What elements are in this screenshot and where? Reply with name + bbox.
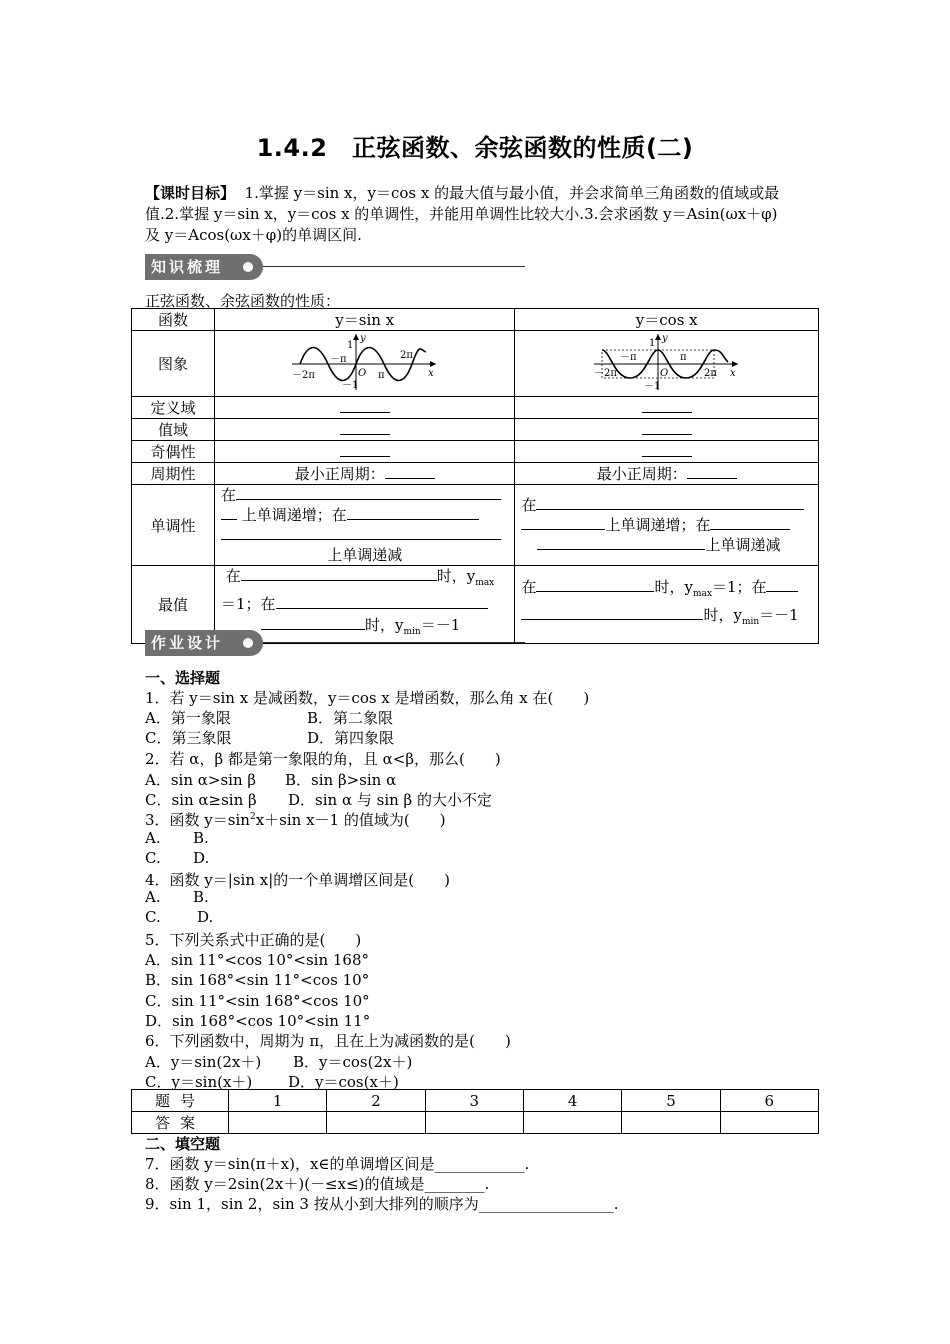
answer-table (131, 1089, 819, 1134)
cos-label-one: 1 (648, 337, 656, 349)
question-2: 2．若 α，β 都是第一象限的角，且 α<β，那么( ) (145, 750, 501, 768)
properties-table (131, 308, 819, 644)
q5-option-b[interactable]: B．sin 168°<sin 11°<cos 10° (145, 971, 370, 989)
goals-line-3: 及 y＝Acos(ωx＋φ)的单调区间. (145, 226, 362, 244)
cos-domain-blank[interactable] (642, 398, 692, 413)
page-title: 1.4.2 正弦函数、余弦函数的性质(二) (256, 134, 694, 162)
cos-monotonic-cell: 在 上单调递增；在 上单调递减 (515, 485, 819, 566)
cos-label-x: x (729, 367, 736, 379)
question-3: 3．函数 $y=\sin^2x+\sin$ x－1 的值域为( ) (145, 811, 446, 829)
answer-cell-3[interactable] (425, 1112, 523, 1134)
sin-dec-blank[interactable] (347, 505, 479, 520)
knowledge-banner (145, 254, 525, 280)
bullet-dot-icon (243, 638, 253, 648)
question-4: 4．函数 y＝|sin x|的一个单调增区间是( ) (145, 871, 450, 889)
question-6: 6．下列函数中，周期为 π，且在上为减函数的是( ) (145, 1032, 511, 1050)
answer-number-2: 2 (327, 1090, 425, 1112)
sin-label-x: x (427, 367, 434, 379)
row-extreme: 最值 (132, 566, 215, 644)
section-fill: 二、填空题 (145, 1135, 221, 1153)
answer-number-5: 5 (622, 1090, 720, 1112)
cos-graph-cell (515, 331, 819, 397)
sin-parity-blank[interactable] (340, 442, 390, 457)
q1-option-a[interactable]: A．第一象限 (145, 709, 231, 727)
homework-banner-label: 作业设计 (145, 630, 263, 656)
homework-banner (145, 630, 525, 656)
question-1: 1．若 y＝sin x 是减函数，y＝cos x 是增函数，那么角 x 在( ) (145, 689, 590, 707)
knowledge-banner-label: 知识梳理 (145, 254, 263, 280)
cos-period-blank[interactable] (687, 464, 737, 479)
q4-option-c[interactable]: C. (145, 908, 161, 926)
sin-label-2pi: 2π (399, 349, 413, 361)
cos-label-neg2pi: －2π (593, 367, 617, 379)
header-function: 函数 (132, 309, 215, 331)
q6-option-b[interactable]: B．y＝cos(2x＋) (293, 1053, 413, 1071)
sin-inc-blank[interactable] (236, 485, 501, 500)
sin-label-pi: π (377, 369, 385, 381)
sin-label-neg2pi: －2π (291, 369, 315, 381)
q1-option-d[interactable]: D．第四象限 (307, 729, 395, 747)
q5-option-d[interactable]: D．sin 168°<cos 10°<sin 11° (145, 1012, 371, 1030)
answer-cell-5[interactable] (622, 1112, 720, 1134)
course-goals (145, 183, 809, 246)
question-8: 8．函数 y＝2sin(2x＋)(－≤x≤)的值域是________. (145, 1175, 490, 1193)
row-period: 周期性 (132, 463, 215, 485)
bullet-dot-icon (243, 262, 253, 272)
q6-option-d[interactable]: D．y＝cos(x＋) (288, 1073, 399, 1091)
row-domain: 定义域 (132, 397, 215, 419)
question-7: 7．函数 y＝sin(π＋x)，x∈的单调增区间是____________. (145, 1155, 530, 1173)
divider (263, 642, 525, 643)
row-parity: 奇偶性 (132, 441, 215, 463)
cos-inc-blank[interactable] (536, 495, 804, 510)
question-5: 5．下列关系式中正确的是( ) (145, 931, 362, 949)
q6-option-a[interactable]: A．y＝sin(2x＋) (145, 1053, 262, 1071)
table-intro: 正弦函数、余弦函数的性质： (145, 292, 341, 310)
sin-min-blank[interactable] (276, 594, 488, 609)
question-9: 9．sin 1，sin 2，sin 3 按从小到大排列的顺序为__________________. (145, 1195, 619, 1213)
row-graph: 图象 (132, 331, 215, 397)
q1-option-c[interactable]: C．第三象限 (145, 729, 232, 747)
answer-cell-4[interactable] (523, 1112, 621, 1134)
cos-extreme-cell: 在 时，$y_{max}=1$；在 时，$y_{min}=-1$ (515, 566, 819, 644)
row-monotonic: 单调性 (132, 485, 215, 566)
q3-option-b[interactable]: B. (193, 829, 209, 847)
section-choice: 一、选择题 (145, 669, 221, 687)
q3-option-c[interactable]: C. (145, 849, 161, 867)
sin-label-y: y (359, 332, 366, 344)
cos-label-negone: －1 (643, 380, 661, 392)
q3-option-d[interactable]: D. (193, 849, 210, 867)
goals-label: 【课时目标】 (145, 184, 236, 202)
answer-table-row-label-number: 题号 (132, 1090, 229, 1112)
cos-max-blank[interactable] (536, 577, 654, 592)
cos-min-blank[interactable] (521, 605, 703, 620)
sin-max-blank[interactable] (241, 566, 437, 581)
sin-graph (290, 332, 440, 392)
answer-number-4: 4 (523, 1090, 621, 1112)
header-cos: y＝cos x (515, 309, 819, 331)
answer-cell-2[interactable] (327, 1112, 425, 1134)
cos-dec-blank[interactable] (710, 515, 790, 530)
cos-label-pi: π (679, 351, 687, 363)
goals-line-2: 值.2.掌握 y＝sin x，y＝cos x 的单调性，并能用单调性比较大小.3.会求函数 y＝Asin(ωx＋φ) (145, 205, 778, 223)
divider (263, 266, 525, 267)
row-range: 值域 (132, 419, 215, 441)
sin-extreme-cell: 在 时，$y_{max}$ ＝1；在 时，$y_{min}=-1$ (215, 566, 515, 644)
sin-label-negpi: －π (329, 353, 347, 365)
q5-option-a[interactable]: A．sin 11°<cos 10°<sin 168° (145, 951, 370, 969)
answer-table-row-label-answer: 答案 (132, 1112, 229, 1134)
cos-label-negpi: －π (619, 351, 637, 363)
answer-number-3: 3 (425, 1090, 523, 1112)
cos-range-blank[interactable] (642, 420, 692, 435)
sin-period-blank[interactable] (385, 464, 435, 479)
q4-option-d[interactable]: D. (197, 908, 214, 926)
sin-domain-blank[interactable] (340, 398, 390, 413)
cos-parity-blank[interactable] (642, 442, 692, 457)
sin-label-negone: －1 (341, 379, 359, 391)
q5-option-c[interactable]: C．sin 11°<sin 168°<cos 10° (145, 992, 370, 1010)
sin-label-origin: O (357, 367, 366, 379)
q3-option-a[interactable]: A. (145, 829, 161, 847)
cos-label-y: y (661, 332, 668, 344)
q6-option-c[interactable]: C．y＝sin(x＋) (145, 1073, 253, 1091)
header-sin: y＝sin x (215, 309, 515, 331)
sin-period-label: 最小正周期： (294, 465, 385, 483)
answer-cell-1[interactable] (229, 1112, 327, 1134)
q2-option-a[interactable]: A．sin α>sin β (145, 771, 257, 789)
q2-option-b[interactable]: B．sin β>sin α (285, 771, 397, 789)
q4-option-b[interactable]: B. (193, 888, 209, 906)
cos-label-origin: O (659, 367, 668, 379)
q2-option-d[interactable]: D．sin α 与 sin β 的大小不定 (288, 791, 492, 809)
cos-period-label: 最小正周期： (596, 465, 687, 483)
answer-cell-6[interactable] (720, 1112, 818, 1134)
cos-graph (592, 332, 742, 392)
q4-option-a[interactable]: A. (145, 888, 161, 906)
answer-number-1: 1 (229, 1090, 327, 1112)
answer-number-6: 6 (720, 1090, 818, 1112)
q2-option-c[interactable]: C．sin α≥sin β (145, 791, 257, 809)
sin-graph-cell (215, 331, 515, 397)
goals-line-1: 1.掌握 y＝sin x，y＝cos x 的最大值与最小值，并会求简单三角函数的值域或最 (244, 184, 780, 202)
q1-option-b[interactable]: B．第二象限 (307, 709, 394, 727)
sin-monotonic-cell: 在 上单调递增；在 上单调递减 (215, 485, 515, 566)
sin-range-blank[interactable] (340, 420, 390, 435)
cos-label-2pi: 2π (703, 367, 717, 379)
sin-label-one: 1 (346, 339, 354, 351)
